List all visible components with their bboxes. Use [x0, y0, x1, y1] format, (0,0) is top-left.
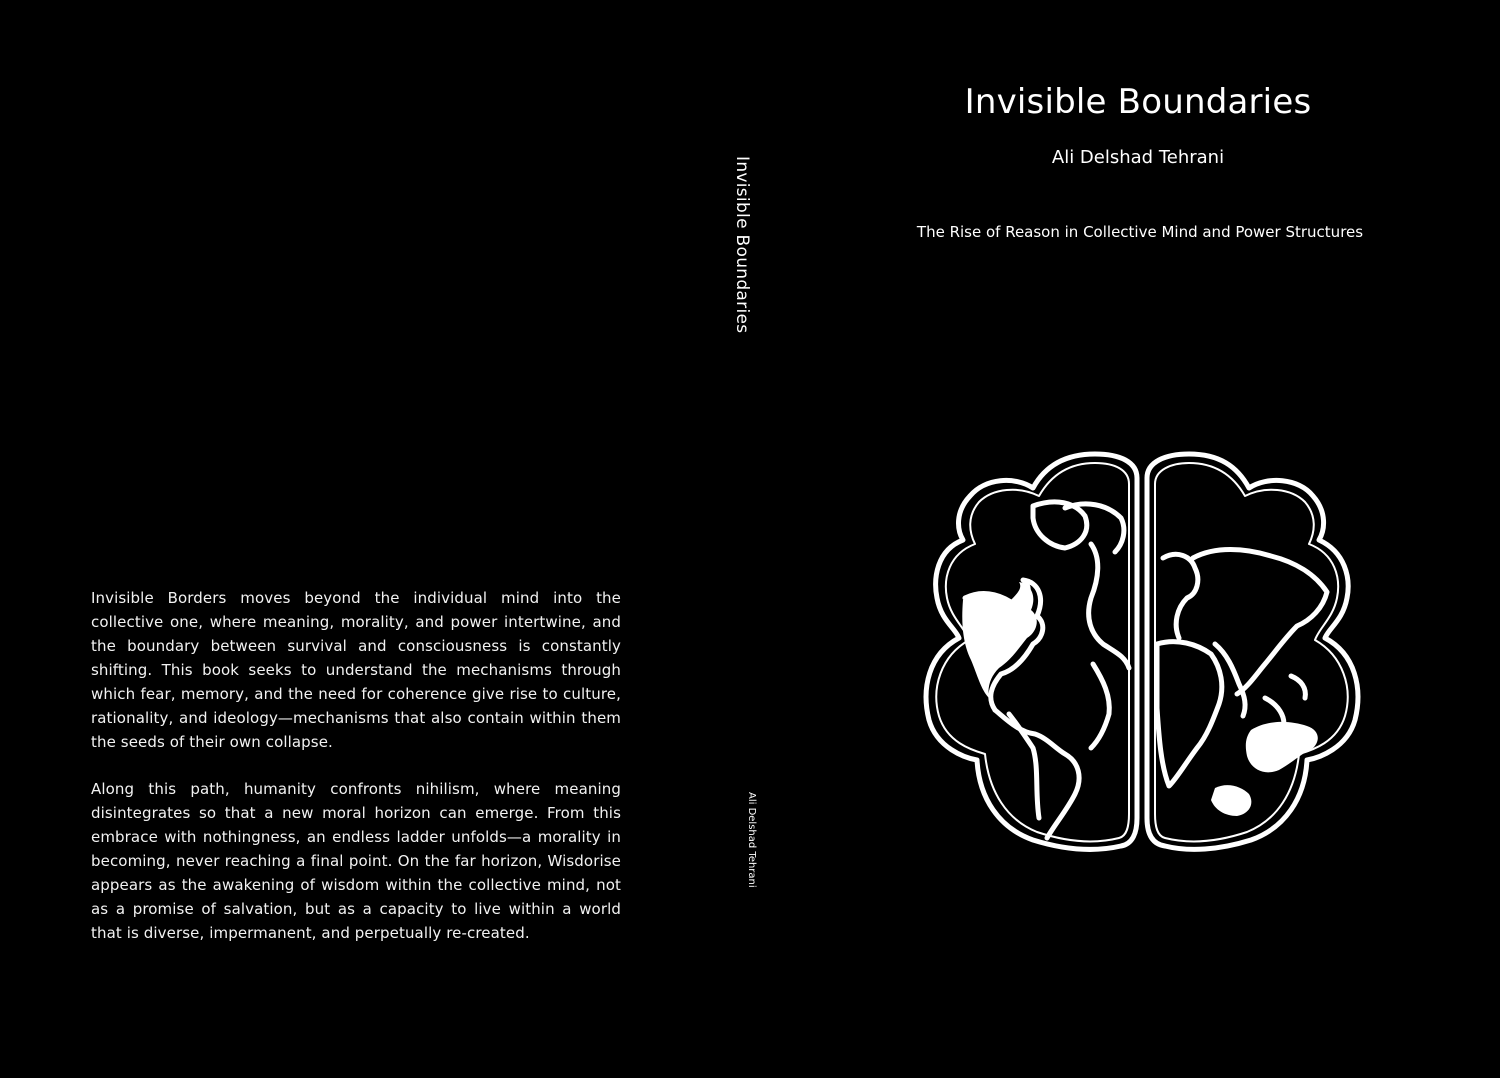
blurb-paragraph-1: Invisible Borders moves beyond the individual mind into the collective one, where meaning, morality, and power intertwine, and the boundary between survival and consciousness is constantly shifting. This book seeks to understand the mechanisms through which fear, memory, and the need for coherence give rise to culture, rationality, and ideology—mechanisms that also contain within them the seeds of their own collapse.	[91, 589, 621, 751]
spine-title: Invisible Boundaries	[732, 156, 752, 334]
front-cover-subtitle: The Rise of Reason in Collective Mind and Power Structures	[916, 223, 1364, 241]
blurb-paragraph-2: Along this path, humanity confronts nihilism, where meaning disintegrates so that a new moral horizon can emerge. From this embrace with nothingness, an endless ladder unfolds—a morality in becoming, never reaching a final point. On the far horizon, Wisdorise appears as the awakening of wisdom within the collective mind, not as a promise of salvation, but as a capacity to live within a world that is diverse, impermanent, and perpetually re-created.	[91, 780, 621, 942]
back-cover-blurb	[91, 586, 621, 968]
brain-world-map-icon	[915, 448, 1370, 888]
front-cover-title: Invisible Boundaries	[964, 82, 1312, 122]
front-cover-author: Ali Delshad Tehrani	[1051, 147, 1225, 168]
spine-author: Ali Delshad Tehrani	[746, 792, 757, 888]
right-hemisphere-outline	[1147, 454, 1358, 849]
